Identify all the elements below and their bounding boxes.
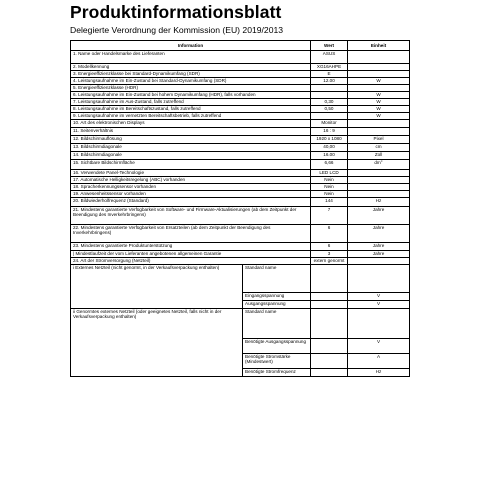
table-row	[71, 78, 410, 85]
table-row	[71, 136, 410, 144]
page-subtitle: Delegierte Verordnung der Kommission (EU) 2019/2013	[70, 25, 284, 35]
row-unit	[348, 177, 410, 184]
unit-text: W	[376, 106, 381, 111]
table-row	[71, 92, 410, 99]
unit-text: Jahre	[372, 207, 385, 212]
row-value: 6	[311, 243, 348, 251]
row-value: Nein	[311, 184, 348, 191]
table-row	[71, 99, 410, 106]
table-row	[71, 106, 410, 113]
row-unit	[348, 144, 410, 152]
row-label: 1. Name oder Handelsmarke des Lieferanten	[71, 51, 311, 64]
row-value: LED LCD	[311, 170, 348, 177]
row-value	[311, 92, 348, 99]
row-value: Nein	[311, 191, 348, 198]
product-info-sheet	[70, 0, 410, 481]
psu-field-label: Standard name	[243, 309, 311, 339]
row-label: 13. Bildschirmdiagonale	[71, 144, 311, 152]
psu-field-label: Ausgangsspannung	[243, 301, 311, 309]
unit-text: W	[376, 113, 381, 118]
unit-text: dm	[374, 160, 381, 165]
table-row	[71, 160, 410, 170]
row-value: 1920 x 1080	[311, 136, 348, 144]
row-value: E	[311, 71, 348, 78]
row-label: 5. Energieeffizienzklasse (HDR)	[71, 85, 311, 92]
row-unit	[348, 92, 410, 99]
row-value: XG16AHPE	[311, 64, 348, 71]
row-label: 2. Modellkennung	[71, 64, 311, 71]
unit-text: Jahre	[372, 225, 385, 230]
row-value: 144	[311, 198, 348, 207]
psu-type-label: i Externes Netzteil (nicht genormt, in der Verkaufsverpackung enthalten)	[71, 265, 243, 309]
row-value: 6	[311, 225, 348, 243]
info-table	[70, 40, 410, 377]
unit-text: W	[376, 92, 381, 97]
row-label: 11. Seitenverhältnis	[71, 128, 311, 136]
row-value	[311, 113, 348, 120]
row-value: extern genormt	[311, 258, 348, 265]
row-value: Monitor	[311, 120, 348, 128]
row-label: | Mindestlaufzeit der vom Lieferanten angebotenen allgemeinen Garantie	[71, 251, 311, 258]
table-row	[71, 85, 410, 92]
row-unit	[348, 191, 410, 198]
row-label: 9. Leistungsaufnahme im vernetzten Bereitschaftsbetrieb, falls zutreffend	[71, 113, 311, 120]
psu-field-value	[311, 369, 348, 377]
psu-field-unit: V	[348, 293, 410, 301]
row-label: 4. Leistungsaufnahme im Ein-Zustand bei Standard-Dynamikumfang (SDR)	[71, 78, 311, 85]
table-row	[71, 51, 410, 64]
table-row	[71, 191, 410, 198]
table-row	[71, 170, 410, 177]
psu-row	[71, 265, 410, 293]
row-value: 0,50	[311, 106, 348, 113]
psu-field-label: Benötigte Stromstärke (Mindestwert)	[243, 354, 311, 369]
row-label: 23. Mindestens garantierte Produktunterstützung	[71, 243, 311, 251]
table-row	[71, 184, 410, 191]
row-value: 6,66	[311, 160, 348, 170]
table-row	[71, 144, 410, 152]
row-unit	[348, 128, 410, 136]
table-row	[71, 251, 410, 258]
unit-text: Jahre	[372, 251, 385, 256]
table-row	[71, 152, 410, 160]
page-title: Produktinformationsblatt	[70, 2, 282, 22]
header-information: Information	[71, 41, 311, 51]
table-row	[71, 64, 410, 71]
table-row	[71, 198, 410, 207]
unit-text: Pixel	[373, 136, 384, 141]
table-row	[71, 177, 410, 184]
unit-text: W	[376, 78, 381, 83]
row-unit	[348, 136, 410, 144]
row-unit	[348, 78, 410, 85]
row-label: 20. Bildwiederholfrequenz (Standard)	[71, 198, 311, 207]
row-label: 8. Leistungsaufnahme im Bereitschaftszustand, falls zutreffend	[71, 106, 311, 113]
row-value: 16 : 9	[311, 128, 348, 136]
row-value: Nein	[311, 177, 348, 184]
psu-field-unit: V	[348, 339, 410, 354]
psu-field-unit: A	[348, 354, 410, 369]
header-einheit: Einheit	[348, 41, 410, 51]
psu-field-label: Eingangsspannung	[243, 293, 311, 301]
row-value: 12.00	[311, 78, 348, 85]
row-label: 19. Anwesenheitssensor vorhanden	[71, 191, 311, 198]
psu-field-unit: V	[348, 301, 410, 309]
row-label: 6. Leistungsaufnahme im Ein-Zustand bei hohem Dynamikumfang (HDR), falls vorhanden	[71, 92, 311, 99]
row-unit	[348, 258, 410, 265]
row-unit	[348, 198, 410, 207]
psu-field-label: Standard name	[243, 265, 311, 293]
table-row	[71, 120, 410, 128]
row-unit	[348, 51, 410, 64]
table-header-row	[71, 41, 410, 51]
row-value: 0,30	[311, 99, 348, 106]
row-unit	[348, 184, 410, 191]
row-unit	[348, 243, 410, 251]
row-value: 7	[311, 207, 348, 225]
row-label: 18. Spracherkennungssensor vorhanden	[71, 184, 311, 191]
unit-superscript: 2	[380, 159, 383, 163]
psu-row	[71, 309, 410, 339]
row-unit	[348, 170, 410, 177]
header-wert: Wert	[311, 41, 348, 51]
table-row	[71, 128, 410, 136]
table-row	[71, 113, 410, 120]
row-unit	[348, 71, 410, 78]
unit-text: Zoll	[374, 152, 383, 157]
psu-field-label: Benötigte Ausgangsspannung	[243, 339, 311, 354]
row-value: 3	[311, 251, 348, 258]
psu-field-unit	[348, 309, 410, 339]
row-value: 16.00	[311, 152, 348, 160]
psu-field-value	[311, 293, 348, 301]
psu-field-value	[311, 301, 348, 309]
unit-text: cm	[375, 144, 382, 149]
table-row	[71, 71, 410, 78]
unit-text: W	[376, 99, 381, 104]
row-label: 16. Verwendete Panel-Technologie	[71, 170, 311, 177]
psu-field-value	[311, 309, 348, 339]
row-label: 7. Leistungsaufnahme im Aus-Zustand, falls zutreffend	[71, 99, 311, 106]
row-unit	[348, 225, 410, 243]
row-value	[311, 85, 348, 92]
psu-field-label: Benötigte Stromfrequenz	[243, 369, 311, 377]
row-unit	[348, 106, 410, 113]
psu-type-label: ii Genormtes externes Netzteil (oder geeignetes Netzteil, falls nicht in der Verkaufsverpackung enthalten)	[71, 309, 243, 377]
row-label: 10. Art des elektronischen Displays	[71, 120, 311, 128]
row-label: 17. Automatische Helligkeitsregelung (ABC) vorhanden	[71, 177, 311, 184]
row-unit	[348, 113, 410, 120]
unit-text: Jahre	[372, 243, 385, 248]
row-unit	[348, 160, 410, 170]
psu-field-value	[311, 339, 348, 354]
table-row	[71, 207, 410, 225]
unit-text: Hz	[375, 198, 382, 203]
psu-field-value	[311, 354, 348, 369]
row-unit	[348, 85, 410, 92]
table-row	[71, 258, 410, 265]
psu-field-unit: Hz	[348, 369, 410, 377]
row-label: 15. Sichtbare Bildschirmfläche	[71, 160, 311, 170]
psu-field-unit	[348, 265, 410, 293]
row-label: 21. Mindestens garantierte Verfügbarkeit von Software- und Firmware-Aktualisierungen (ab dem Zeitpunkt der Beendigung des Inverkehrbringens)	[71, 207, 311, 225]
row-label: 14. Bildschirmdiagonale	[71, 152, 311, 160]
table-row	[71, 225, 410, 243]
row-value: 40,00	[311, 144, 348, 152]
row-label: 24. Art der Stromversorgung (Netzteil)	[71, 258, 311, 265]
psu-field-value	[311, 265, 348, 293]
row-label: 3. Energieeffizienzklasse bei Standard-Dynamikumfang (SDR)	[71, 71, 311, 78]
table-row	[71, 243, 410, 251]
row-value: ASUS	[311, 51, 348, 64]
row-unit	[348, 120, 410, 128]
row-unit	[348, 251, 410, 258]
row-label: 12. Bildschirmauflösung	[71, 136, 311, 144]
row-label: 22. Mindestens garantierte Verfügbarkeit von Ersatzteilen (ab dem Zeitpunkt der Beendigung des Inverkehrbringens)	[71, 225, 311, 243]
row-unit	[348, 207, 410, 225]
row-unit	[348, 64, 410, 71]
row-unit	[348, 99, 410, 106]
row-unit	[348, 152, 410, 160]
